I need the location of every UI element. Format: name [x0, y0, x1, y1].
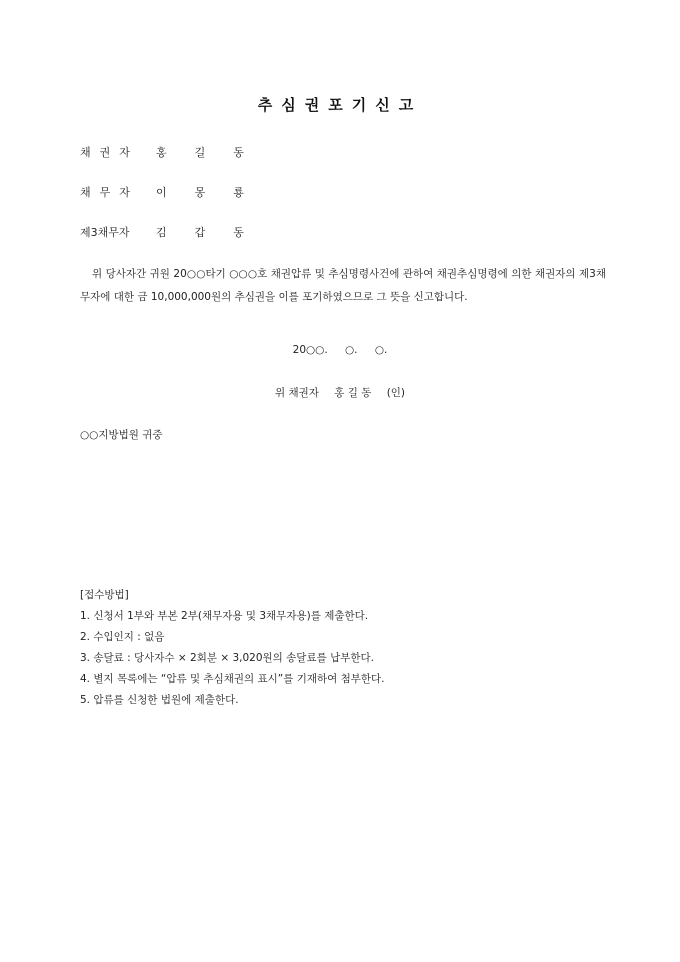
- party-debtor: [80, 184, 272, 200]
- party-name: 김갑동: [156, 226, 272, 239]
- court-addressee: ○○지방법원 귀중: [80, 429, 163, 441]
- party-third-debtor: [80, 224, 272, 240]
- method-item: 5. 압류를 신청한 법원에 제출한다.: [80, 694, 239, 706]
- method-item: 4. 별지 목록에는 “압류 및 추심채권의 표시”를 기재하여 첨부한다.: [80, 673, 385, 685]
- signer-label: 위 채권자: [274, 387, 319, 399]
- party-creditor: [80, 144, 272, 160]
- method-item: 1. 신청서 1부와 부본 2부(채무자용 및 3채무자용)를 제출한다.: [80, 610, 369, 622]
- party-name: 홍길동: [156, 146, 272, 159]
- party-role: 제3채무자: [80, 226, 130, 239]
- method-item: 2. 수입인지 : 없음: [80, 631, 165, 643]
- filing-date: 20○○. ○. ○.: [292, 344, 388, 356]
- party-role: 채권자: [80, 146, 139, 159]
- body-paragraph: 위 당사자간 귀원 20○○타기 ○○○호 채권압류 및 추심명령사건에 관하여 채권추심명령에 의한 채권자의 제3채무자에 대한 금 10,000,000원의 추심권을 이를 포기하였으므로 그 뜻을 신고합니다.: [80, 268, 606, 303]
- method-item: 3. 송달료 : 당사자수 × 2회분 × 3,020원의 송달료를 납부한다.: [80, 652, 374, 664]
- method-heading: [접수방법]: [80, 589, 129, 601]
- party-name: 이몽룡: [156, 186, 272, 199]
- document-title: 추심권포기신고: [257, 96, 423, 114]
- signer-line: [0, 385, 680, 400]
- filing-method-section: [80, 585, 385, 711]
- party-role: 채무자: [80, 186, 139, 199]
- signer-seal: (인): [386, 387, 406, 399]
- signer-name: 홍 길 동: [334, 387, 372, 399]
